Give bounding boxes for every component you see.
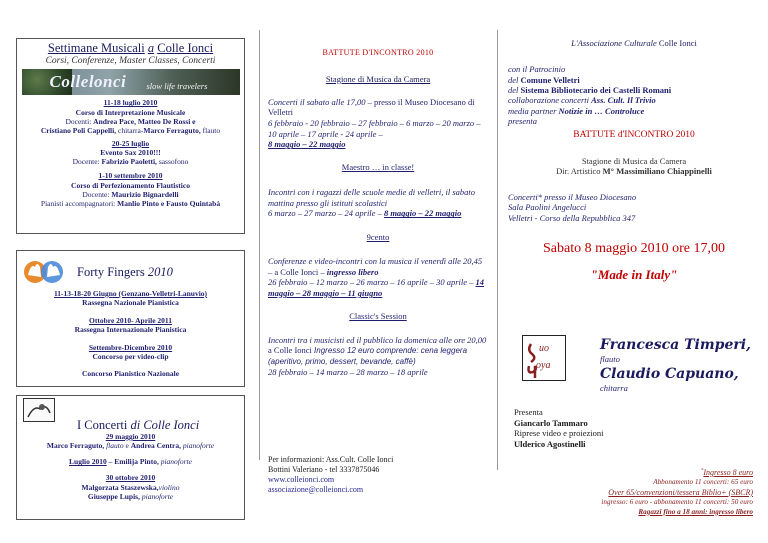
- battute-column: [268, 48, 488, 378]
- section-9cento-text: Conferenze e video-incontri con la musica il venerdì alle 20,45 – a Colle Ionci – ingresso libero: [268, 256, 483, 277]
- column-divider-left: [259, 30, 260, 460]
- performer-2: Claudio Capuano, chitarra: [600, 366, 739, 394]
- concerti-box: [16, 395, 245, 520]
- stagione-label: Stagione di Musica da Camera: [581, 155, 687, 166]
- logo-text-1: uo: [539, 343, 549, 354]
- concerti-logo: [23, 398, 55, 422]
- forty-fingers-list: 11-13-18-20 Giugno (Genzano-Velletri-Lanuvio) Rassegna Nazionale Pianistica Ottobre 2010- Aprile 2011 Rassegna Internazionale Pianistica Settembre-Dicembre 2010 Concorso per video-clip Concorso Pianistico Nazionale: [53, 289, 208, 378]
- suogoya-logo: [522, 335, 566, 381]
- forty-fingers-box: [16, 250, 245, 387]
- section-9cento-dates: 26 febbraio – 12 marzo – 26 marzo – 16 aprile – 30 aprile – 14 maggio – 28 maggio – 11 giugno: [268, 277, 485, 299]
- section-maestro-dates: 6 marzo – 27 marzo – 24 aprile – 8 maggio – 22 maggio: [268, 208, 462, 219]
- settimane-title: Settimane Musicali a Colle Ionci: [47, 41, 214, 55]
- performer-1: Francesca Timperi, flauto: [600, 337, 751, 364]
- email-link[interactable]: associazione@colleionci.com: [268, 485, 364, 494]
- section-classic-dates: 28 febbraio – 14 marzo – 28 marzo – 18 aprile: [268, 367, 428, 378]
- section-classic-text: Incontri tra i musicisti ed il pubblico la domenica alle ore 20,00 a Colle Ionci Ingresso 12 euro comprende: cena leggera (aperitivo, primo, dessert, bevande, caffè): [268, 334, 487, 367]
- patronage: con il Patrocinio del Comune Velletri del Sistema Bibliotecario dei Castelli Romani collaborazione concerti Ass. Cult. Il Trivio media partner Notizie in … Controluce presenta: [508, 64, 672, 126]
- forty-fingers-title: Forty Fingers 2010: [77, 265, 173, 279]
- battute-header: BATTUTE D'INCONTRO 2010: [322, 48, 434, 57]
- assoc-heading: L'Associazione Culturale Colle Ionci: [571, 38, 697, 48]
- settimane-events: 11-18 luglio 2010 Corso di Interpretazione Musicale Docenti: Andrea Pace, Matteo De Rossi e Cristiano Poli Cappelli, chitarra-Marco Ferraguto, flauto 20-25 luglio Evento Sax 2010!!! Docente: Fabrizio Paoletti, sassofono 1-10 settembre 2010 Corso di Perfezionamento Flautistico Docente: Maurizio Bignardelli Pianisti accompagnatori: Manlio Pinto e Fausto Quintabà: [40, 98, 221, 208]
- section-stagione-text: Concerti il sabato alle 17,00 – presso il Museo Diocesano di Velletri: [268, 96, 475, 118]
- concerti-list: 29 maggio 2010 Marco Ferraguto, flauto e Andrea Centra, pianoforte Luglio 2010 – Emilija Pinto, pianoforte 30 ottobre 2010 Malgorzata Staszewska,violino Giuseppe Lupis, pianoforte: [46, 432, 215, 501]
- settimane-subtitle: Corsi, Conferenze, Master Classes, Concerti: [45, 56, 216, 66]
- forty-fingers-logo: [21, 255, 67, 289]
- section-maestro-title: Maestro … in classe!: [341, 161, 415, 172]
- logo-text-2: oya: [536, 360, 551, 371]
- credits: Presenta Giancarlo Tammaro Riprese video e proiezioni Ulderico Agostinelli: [514, 407, 604, 449]
- settimane-box: [16, 38, 245, 234]
- prices: *Ingresso 8 euro Abbonamento 11 concerti: 65 euro Over 65/convenzioni/tessera Biblio+ (SBCR) ingresso: 6 euro - abbonamento 11 concerti: 50 euro Ragazzi fino a 18 anni: ingresso libero: [601, 468, 753, 516]
- section-classic-title: Classic's Session: [349, 310, 407, 321]
- section-stagione-title: Stagione di Musica da Camera: [325, 73, 431, 84]
- column-divider-right: [497, 30, 498, 470]
- section-maestro-text: Incontri con i ragazzi delle scuole medie di velletri, il sabato mattina presso gli istituti scolastici: [268, 187, 476, 208]
- right-column: [508, 38, 760, 283]
- concerti-title: I Concerti di Colle Ionci: [77, 418, 200, 432]
- concert-title: "Made in Italy": [590, 266, 678, 282]
- section-9cento-title: 9cento: [366, 231, 390, 242]
- colleionci-banner: [22, 69, 240, 95]
- performers: [600, 337, 765, 394]
- section-stagione-dates: 6 febbraio - 20 febbraio – 27 febbraio – 6 marzo – 20 marzo – 10 aprile – 17 aprile - 24 aprile – 8 maggio – 22 maggio: [268, 118, 481, 150]
- battute-subheading: BATTUTE d'INCONTRO 2010: [573, 130, 695, 141]
- banner-logo-text: Collelonci: [49, 72, 127, 92]
- direttore: Dir. Artistico M° Massimiliano Chiappinelli: [556, 165, 712, 176]
- hands-icon: [21, 255, 67, 289]
- concert-date: Sabato 8 maggio 2010 ore 17,00: [543, 241, 725, 257]
- info-block: Per informazioni: Ass.Cult. Colle Ionci Bottini Valeriano - tel 3337875046 www.colleionci.com associazione@colleionci.com: [268, 455, 394, 494]
- venue: Concerti* presso il Museo Diocesano Sala Paolini Angelucci Velletri - Corso della Repubblica 347: [508, 192, 637, 223]
- banner-slogan: slow life travelers: [146, 81, 208, 92]
- tree-bird-icon: [24, 399, 54, 421]
- website-link[interactable]: www.colleionci.com: [268, 475, 335, 484]
